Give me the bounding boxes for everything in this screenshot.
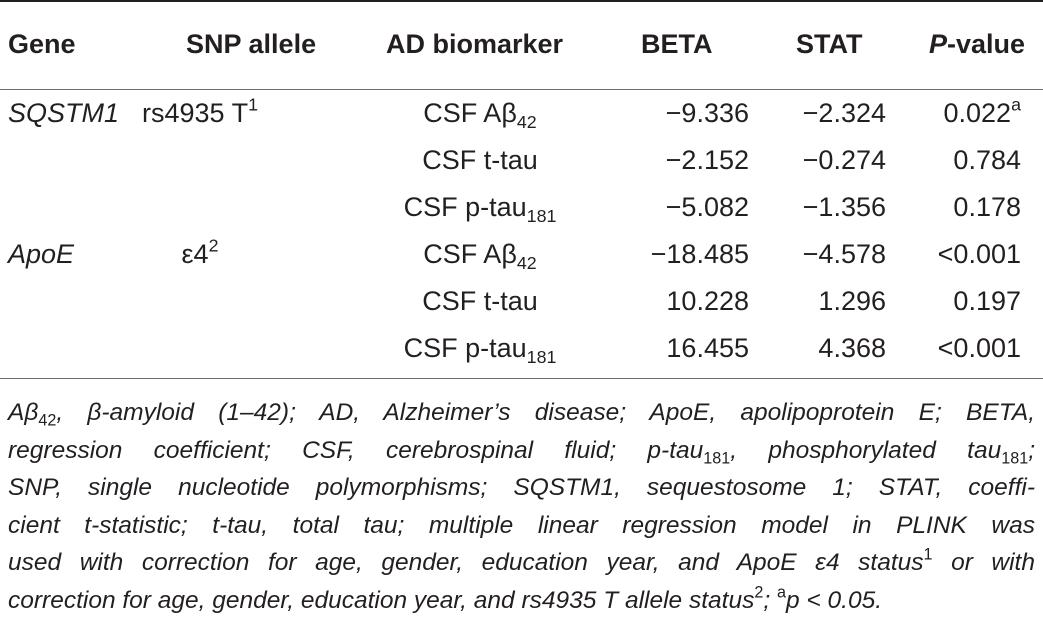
- cell-stat: 1.296: [818, 286, 886, 316]
- cell-biomarker: CSF p-tau$_{181}$: [403, 192, 557, 227]
- footnote-line: regression coefficient; CSF, cerebrospinal fluid; p-tau$_{181}$, phosphorylated tau$_{181}$;: [8, 436, 1035, 468]
- header-rule: [0, 89, 1043, 90]
- cell-gene: ApoE: [8, 239, 75, 269]
- cell-beta: −5.082: [665, 192, 749, 222]
- cell-stat: −4.578: [802, 239, 886, 269]
- footnote-line: SNP, single nucleotide polymorphisms; SQSTM1, sequestosome 1; STAT, coeffi-: [8, 474, 1035, 501]
- header-snp-allele: SNP allele: [186, 29, 317, 59]
- cell-biomarker: CSF p-tau$_{181}$: [403, 333, 557, 368]
- footnote-line: correction for age, gender, education year, and rs4935 T allele status$^2$; $^a$p < 0.05.: [8, 583, 883, 614]
- cell-biomarker: CSF $A\beta_{42}$: [423, 98, 537, 133]
- cell-stat: −0.274: [802, 145, 886, 175]
- cell-stat: 4.368: [818, 333, 886, 363]
- cell-snp-allele: $\varepsilon 4^2$: [181, 235, 219, 269]
- footnote-line: used with correction for age, gender, education year, and ApoE ε4 status$^1$ or with: [8, 545, 1035, 576]
- header-beta: BETA: [641, 29, 713, 59]
- cell-stat: −1.356: [802, 192, 886, 222]
- top-rule: [0, 0, 1043, 2]
- cell-beta: −18.485: [650, 239, 749, 269]
- cell-snp-allele: rs4935 $T^1$: [142, 94, 258, 128]
- cell-p-value: 0.197: [953, 286, 1021, 316]
- cell-beta: −2.152: [665, 145, 749, 175]
- cell-p-value: <0.001: [937, 333, 1021, 363]
- header-p-value: P-value: [929, 29, 1026, 59]
- cell-p-value: 0.178: [953, 192, 1021, 222]
- footnote-line: cient t-statistic; t-tau, total tau; multiple linear regression model in PLINK was: [8, 511, 1035, 539]
- footnote-line: $A\beta_{42}$, β-amyloid (1–42); AD, Alzheimer’s disease; ApoE, apolipoprotein E; BETA,: [8, 399, 1035, 430]
- cell-biomarker: CSF t-tau: [422, 145, 538, 175]
- cell-p-value: 0.022$^a$: [943, 94, 1021, 128]
- header-gene: Gene: [8, 29, 76, 59]
- cell-biomarker: CSF t-tau: [422, 286, 538, 316]
- cell-beta: 16.455: [666, 333, 749, 363]
- cell-beta: 10.228: [666, 286, 749, 316]
- cell-beta: −9.336: [665, 98, 749, 128]
- bottom-rule: [0, 378, 1043, 379]
- cell-p-value: 0.784: [953, 145, 1021, 175]
- cell-gene: SQSTM1: [8, 98, 120, 128]
- cell-p-value: <0.001: [937, 239, 1021, 269]
- header-ad-biomarker: AD biomarker: [386, 29, 564, 59]
- cell-biomarker: CSF $A\beta_{42}$: [423, 239, 537, 274]
- header-stat: STAT: [796, 29, 863, 59]
- cell-stat: −2.324: [802, 98, 886, 128]
- table-footnote: [8, 394, 1035, 619]
